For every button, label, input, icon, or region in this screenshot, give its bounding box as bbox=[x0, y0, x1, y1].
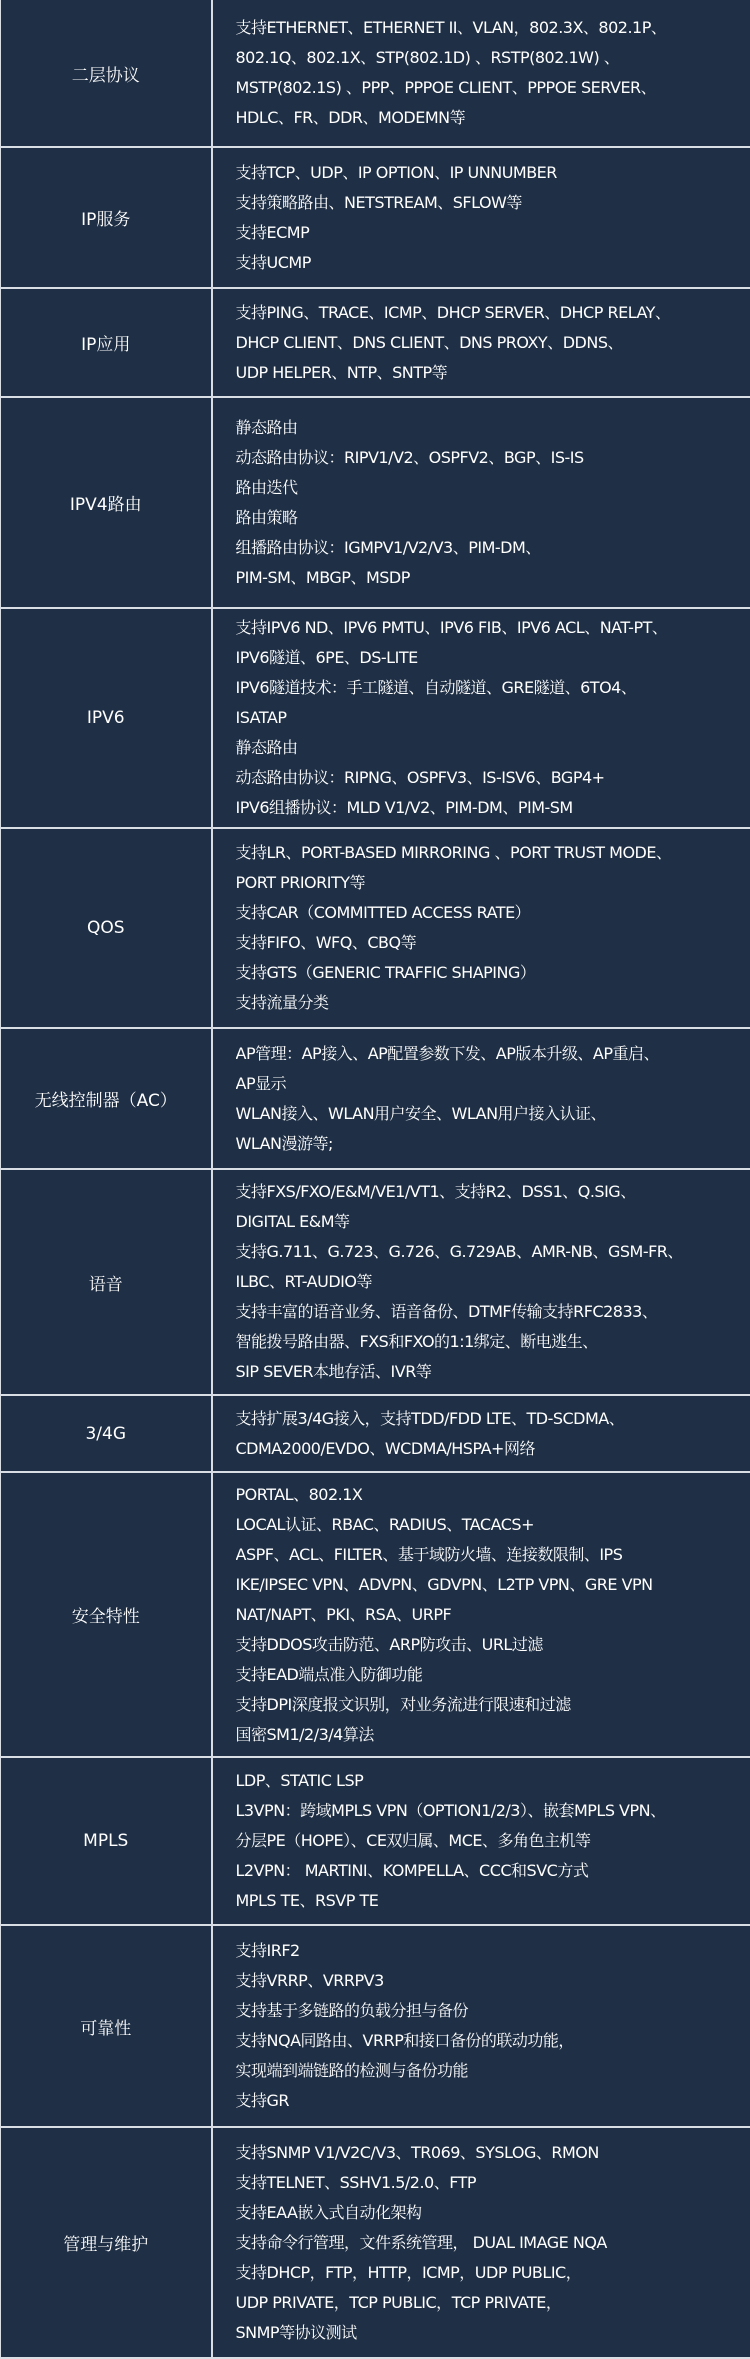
table-row bbox=[1, 147, 750, 288]
feature-line: IKE/IPSEC VPN、ADVPN、GDVPN、L2TP VPN、GRE VPN bbox=[236, 1570, 745, 1600]
category-cell: QOS bbox=[1, 828, 212, 1028]
table-row bbox=[1, 828, 750, 1028]
category-cell: 3/4G bbox=[1, 1395, 212, 1472]
feature-line: 802.1Q、802.1X、STP(802.1D) 、RSTP(802.1W) 、 bbox=[236, 43, 745, 73]
feature-line: 支持IPV6 ND、IPV6 PMTU、IPV6 FIB、IPV6 ACL、NAT-PT、 bbox=[236, 613, 745, 643]
feature-line: 支持ECMP bbox=[236, 218, 745, 248]
features-cell bbox=[212, 147, 750, 288]
feature-line: MPLS TE、RSVP TE bbox=[236, 1886, 745, 1916]
feature-line: 支持丰富的语音业务、语音备份、DTMF传输支持RFC2833、 bbox=[236, 1297, 745, 1327]
feature-line: AP管理：AP接入、AP配置参数下发、AP版本升级、AP重启、 bbox=[236, 1039, 745, 1069]
feature-line: 支持DPI深度报文识别，对业务流进行限速和过滤 bbox=[236, 1690, 745, 1720]
feature-line: ASPF、ACL、FILTER、基于域防火墙、连接数限制、IPS bbox=[236, 1540, 745, 1570]
feature-line: 支持LR、PORT-BASED MIRRORING 、PORT TRUST MODE、 bbox=[236, 838, 745, 868]
table-row bbox=[1, 1169, 750, 1395]
feature-line: 支持IRF2 bbox=[236, 1936, 745, 1966]
feature-line: HDLC、FR、DDR、MODEMN等 bbox=[236, 103, 745, 133]
features-cell bbox=[212, 2127, 750, 2358]
category-cell: IP服务 bbox=[1, 147, 212, 288]
feature-line: 支持FIFO、WFQ、CBQ等 bbox=[236, 928, 745, 958]
feature-line: WLAN接入、WLAN用户安全、WLAN用户接入认证、 bbox=[236, 1099, 745, 1129]
feature-line: IPV6隧道技术：手工隧道、自动隧道、GRE隧道、6TO4、 bbox=[236, 673, 745, 703]
feature-line: 组播路由协议：IGMPV1/V2/V3、PIM-DM、 bbox=[236, 533, 745, 563]
features-cell bbox=[212, 1925, 750, 2127]
feature-line: 支持EAA嵌入式自动化架构 bbox=[236, 2198, 745, 2228]
category-cell: 二层协议 bbox=[1, 0, 212, 147]
feature-line: 支持策略路由、NETSTREAM、SFLOW等 bbox=[236, 188, 745, 218]
feature-line: 支持流量分类 bbox=[236, 988, 745, 1018]
feature-line: 支持G.711、G.723、G.726、G.729AB、AMR-NB、GSM-FR、 bbox=[236, 1237, 745, 1267]
feature-line: DIGITAL E&M等 bbox=[236, 1207, 745, 1237]
table-row bbox=[1, 1472, 750, 1757]
feature-line: 支持VRRP、VRRPV3 bbox=[236, 1966, 745, 1996]
feature-line: UDP PRIVATE，TCP PUBLIC，TCP PRIVATE， bbox=[236, 2288, 745, 2318]
feature-line: 支持基于多链路的负载分担与备份 bbox=[236, 1996, 745, 2026]
features-cell bbox=[212, 288, 750, 397]
feature-line: 支持DDOS攻击防范、ARP防攻击、URL过滤 bbox=[236, 1630, 745, 1660]
category-cell: IPV6 bbox=[1, 608, 212, 828]
feature-line: 支持TELNET、SSHV1.5/2.0、FTP bbox=[236, 2168, 745, 2198]
feature-line: 支持FXS/FXO/E&M/VE1/VT1、支持R2、DSS1、Q.SIG、 bbox=[236, 1177, 745, 1207]
feature-line: PORTAL、802.1X bbox=[236, 1480, 745, 1510]
feature-line: 静态路由 bbox=[236, 413, 745, 443]
table-row bbox=[1, 288, 750, 397]
category-cell: IPV4路由 bbox=[1, 397, 212, 608]
feature-line: WLAN漫游等; bbox=[236, 1129, 745, 1159]
feature-line: 动态路由协议：RIPNG、OSPFV3、IS-ISV6、BGP4+ bbox=[236, 763, 745, 793]
feature-line: 静态路由 bbox=[236, 733, 745, 763]
feature-line: 支持命令行管理，文件系统管理， DUAL IMAGE NQA bbox=[236, 2228, 745, 2258]
spec-table-body bbox=[1, 0, 750, 2358]
feature-line: 支持GTS（GENERIC TRAFFIC SHAPING） bbox=[236, 958, 745, 988]
features-cell bbox=[212, 0, 750, 147]
feature-line: 支持ETHERNET、ETHERNET II、VLAN，802.3X、802.1P、 bbox=[236, 13, 745, 43]
feature-line: CDMA2000/EVDO、WCDMA/HSPA+网络 bbox=[236, 1434, 745, 1464]
feature-line: 支持DHCP，FTP，HTTP，ICMP，UDP PUBLIC， bbox=[236, 2258, 745, 2288]
feature-line: 支持UCMP bbox=[236, 248, 745, 278]
feature-line: LOCAL认证、RBAC、RADIUS、TACACS+ bbox=[236, 1510, 745, 1540]
feature-line: L2VPN： MARTINI、KOMPELLA、CCC和SVC方式 bbox=[236, 1856, 745, 1886]
features-cell bbox=[212, 1472, 750, 1757]
feature-line: LDP、STATIC LSP bbox=[236, 1766, 745, 1796]
features-cell bbox=[212, 1757, 750, 1925]
feature-line: 支持NQA同路由、VRRP和接口备份的联动功能， bbox=[236, 2026, 745, 2056]
feature-line: 实现端到端链路的检测与备份功能 bbox=[236, 2056, 745, 2086]
category-cell: 管理与维护 bbox=[1, 2127, 212, 2358]
features-cell bbox=[212, 1395, 750, 1472]
feature-line: 支持PING、TRACE、ICMP、DHCP SERVER、DHCP RELAY、 bbox=[236, 298, 745, 328]
feature-line: L3VPN：跨域MPLS VPN（OPTION1/2/3）、嵌套MPLS VPN、 bbox=[236, 1796, 745, 1826]
table-row bbox=[1, 1757, 750, 1925]
feature-line: PIM-SM、MBGP、MSDP bbox=[236, 563, 745, 593]
table-row bbox=[1, 397, 750, 608]
table-row bbox=[1, 608, 750, 828]
feature-line: 支持CAR（COMMITTED ACCESS RATE） bbox=[236, 898, 745, 928]
feature-line: SIP SEVER本地存活、IVR等 bbox=[236, 1357, 745, 1387]
feature-line: ISATAP bbox=[236, 703, 745, 733]
table-row bbox=[1, 2127, 750, 2358]
table-row bbox=[1, 1395, 750, 1472]
category-cell: 可靠性 bbox=[1, 1925, 212, 2127]
feature-line: PORT PRIORITY等 bbox=[236, 868, 745, 898]
feature-line: SNMP等协议测试 bbox=[236, 2318, 745, 2348]
category-cell: IP应用 bbox=[1, 288, 212, 397]
table-row bbox=[1, 1925, 750, 2127]
category-cell: MPLS bbox=[1, 1757, 212, 1925]
feature-line: DHCP CLIENT、DNS CLIENT、DNS PROXY、DDNS、 bbox=[236, 328, 745, 358]
features-cell bbox=[212, 828, 750, 1028]
feature-line: 路由策略 bbox=[236, 503, 745, 533]
feature-line: MSTP(802.1S) 、PPP、PPPOE CLIENT、PPPOE SERVER、 bbox=[236, 73, 745, 103]
feature-line: 分层PE（HOPE）、CE双归属、MCE、多角色主机等 bbox=[236, 1826, 745, 1856]
feature-line: 国密SM1/2/3/4算法 bbox=[236, 1720, 745, 1750]
feature-line: AP显示 bbox=[236, 1069, 745, 1099]
feature-line: IPV6组播协议：MLD V1/V2、PIM-DM、PIM-SM bbox=[236, 793, 745, 823]
feature-line: 动态路由协议：RIPV1/V2、OSPFV2、BGP、IS-IS bbox=[236, 443, 745, 473]
features-cell bbox=[212, 608, 750, 828]
feature-line: 支持SNMP V1/V2C/V3、TR069、SYSLOG、RMON bbox=[236, 2138, 745, 2168]
features-cell bbox=[212, 1028, 750, 1169]
category-cell: 安全特性 bbox=[1, 1472, 212, 1757]
feature-line: 支持EAD端点准入防御功能 bbox=[236, 1660, 745, 1690]
category-cell: 语音 bbox=[1, 1169, 212, 1395]
feature-line: UDP HELPER、NTP、SNTP等 bbox=[236, 358, 745, 388]
feature-line: NAT/NAPT、PKI、RSA、URPF bbox=[236, 1600, 745, 1630]
feature-line: 路由迭代 bbox=[236, 473, 745, 503]
features-cell bbox=[212, 397, 750, 608]
category-cell: 无线控制器（AC） bbox=[1, 1028, 212, 1169]
feature-line: 支持GR bbox=[236, 2086, 745, 2116]
table-row bbox=[1, 1028, 750, 1169]
feature-line: 支持TCP、UDP、IP OPTION、IP UNNUMBER bbox=[236, 158, 745, 188]
feature-line: 支持扩展3/4G接入，支持TDD/FDD LTE、TD-SCDMA、 bbox=[236, 1404, 745, 1434]
features-cell bbox=[212, 1169, 750, 1395]
feature-line: IPV6隧道、6PE、DS-LITE bbox=[236, 643, 745, 673]
feature-line: ILBC、RT-AUDIO等 bbox=[236, 1267, 745, 1297]
feature-line: 智能拨号路由器、FXS和FXO的1:1绑定、断电逃生、 bbox=[236, 1327, 745, 1357]
table-row bbox=[1, 0, 750, 147]
